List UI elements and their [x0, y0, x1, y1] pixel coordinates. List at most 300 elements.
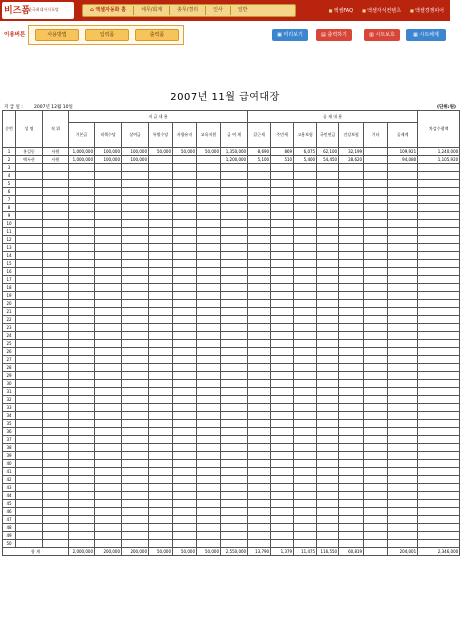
pay-cell[interactable]	[95, 420, 122, 428]
pay-total-cell[interactable]	[221, 316, 248, 324]
employee-rank-cell[interactable]	[43, 324, 69, 332]
deduct-cell[interactable]	[339, 492, 364, 500]
employee-rank-cell[interactable]	[43, 180, 69, 188]
pay-cell[interactable]	[197, 524, 221, 532]
deduct-cell[interactable]	[271, 236, 294, 244]
deduct-cell[interactable]	[364, 540, 388, 548]
deduct-cell[interactable]	[364, 308, 388, 316]
deduct-cell[interactable]	[339, 460, 364, 468]
employee-name-cell[interactable]	[16, 348, 43, 356]
deduct-cell[interactable]	[271, 476, 294, 484]
deduct-cell[interactable]	[294, 276, 317, 284]
deduct-cell[interactable]	[248, 348, 271, 356]
pay-cell[interactable]	[95, 508, 122, 516]
employee-rank-cell[interactable]	[43, 500, 69, 508]
deduct-total-cell[interactable]	[388, 460, 418, 468]
deduct-cell[interactable]	[294, 484, 317, 492]
pay-cell[interactable]	[197, 244, 221, 252]
pay-cell[interactable]	[197, 220, 221, 228]
employee-name-cell[interactable]	[16, 404, 43, 412]
deduct-cell[interactable]	[317, 444, 339, 452]
pay-cell[interactable]	[69, 188, 95, 196]
pay-cell[interactable]	[95, 316, 122, 324]
deduct-cell[interactable]	[271, 508, 294, 516]
deduct-cell[interactable]	[248, 356, 271, 364]
pay-cell[interactable]	[95, 492, 122, 500]
pay-cell[interactable]	[173, 236, 197, 244]
deduct-cell[interactable]: 6,075	[294, 148, 317, 156]
pay-cell[interactable]	[197, 388, 221, 396]
pay-cell[interactable]	[95, 380, 122, 388]
deduct-cell[interactable]: 8,690	[248, 148, 271, 156]
deduct-cell[interactable]	[339, 532, 364, 540]
deduct-cell[interactable]	[339, 220, 364, 228]
pay-cell[interactable]	[122, 508, 149, 516]
employee-rank-cell[interactable]	[43, 196, 69, 204]
pay-total-cell[interactable]	[221, 332, 248, 340]
pay-cell[interactable]	[122, 468, 149, 476]
deduct-cell[interactable]	[317, 292, 339, 300]
pay-total-cell[interactable]	[221, 300, 248, 308]
deduct-cell[interactable]	[364, 196, 388, 204]
deduct-cell[interactable]	[271, 172, 294, 180]
deduct-cell[interactable]	[339, 356, 364, 364]
deduct-cell[interactable]	[317, 316, 339, 324]
pay-total-cell[interactable]	[221, 220, 248, 228]
deduct-cell[interactable]	[248, 196, 271, 204]
pay-cell[interactable]	[95, 372, 122, 380]
employee-name-cell[interactable]	[16, 372, 43, 380]
pay-cell[interactable]	[122, 260, 149, 268]
deduct-cell[interactable]	[317, 380, 339, 388]
pay-cell[interactable]	[173, 372, 197, 380]
employee-name-cell[interactable]	[16, 284, 43, 292]
pay-total-cell[interactable]	[221, 228, 248, 236]
deduct-cell[interactable]	[248, 300, 271, 308]
pay-cell[interactable]	[69, 340, 95, 348]
net-pay-cell[interactable]	[418, 404, 460, 412]
pay-cell[interactable]: 50,000	[173, 148, 197, 156]
net-pay-cell[interactable]	[418, 308, 460, 316]
pay-cell[interactable]	[122, 372, 149, 380]
deduct-cell[interactable]	[248, 252, 271, 260]
pay-cell[interactable]	[95, 436, 122, 444]
employee-rank-cell[interactable]	[43, 420, 69, 428]
pay-cell[interactable]: 100,000	[95, 156, 122, 164]
logo[interactable]	[2, 2, 74, 19]
pay-cell[interactable]	[149, 452, 173, 460]
deduct-total-cell[interactable]	[388, 396, 418, 404]
pay-total-cell[interactable]	[221, 268, 248, 276]
deduct-cell[interactable]	[339, 372, 364, 380]
employee-rank-cell[interactable]: 사원	[43, 156, 69, 164]
employee-name-cell[interactable]	[16, 252, 43, 260]
deduct-cell[interactable]	[294, 380, 317, 388]
deduct-cell[interactable]	[294, 388, 317, 396]
net-pay-cell[interactable]	[418, 332, 460, 340]
deduct-cell[interactable]	[364, 364, 388, 372]
pay-cell[interactable]	[95, 396, 122, 404]
pay-cell[interactable]	[149, 540, 173, 548]
deduct-cell[interactable]	[271, 348, 294, 356]
deduct-cell[interactable]	[294, 228, 317, 236]
pay-cell[interactable]	[95, 332, 122, 340]
pay-cell[interactable]	[69, 316, 95, 324]
pay-total-cell[interactable]	[221, 284, 248, 292]
deduct-cell[interactable]	[248, 236, 271, 244]
pay-cell[interactable]	[69, 388, 95, 396]
pay-cell[interactable]	[149, 188, 173, 196]
employee-name-cell[interactable]	[16, 332, 43, 340]
deduct-cell[interactable]	[364, 524, 388, 532]
deduct-cell[interactable]	[317, 412, 339, 420]
deduct-cell[interactable]	[317, 500, 339, 508]
pay-cell[interactable]	[95, 404, 122, 412]
pay-cell[interactable]	[197, 236, 221, 244]
pay-cell[interactable]	[122, 292, 149, 300]
employee-name-cell[interactable]	[16, 388, 43, 396]
employee-name-cell[interactable]	[16, 444, 43, 452]
preview-button[interactable]: ▣ 미리보기	[272, 29, 308, 41]
pay-cell[interactable]	[122, 164, 149, 172]
deduct-cell[interactable]	[248, 268, 271, 276]
employee-rank-cell[interactable]	[43, 260, 69, 268]
pay-cell[interactable]	[95, 212, 122, 220]
pay-total-cell[interactable]	[221, 396, 248, 404]
deduct-cell[interactable]	[317, 332, 339, 340]
deduct-total-cell[interactable]	[388, 468, 418, 476]
pay-cell[interactable]	[95, 188, 122, 196]
deduct-cell[interactable]	[339, 284, 364, 292]
pay-cell[interactable]	[197, 364, 221, 372]
deduct-cell[interactable]	[248, 492, 271, 500]
deduct-total-cell[interactable]	[388, 404, 418, 412]
deduct-cell[interactable]	[317, 276, 339, 284]
net-pay-cell[interactable]	[418, 372, 460, 380]
pay-cell[interactable]	[69, 444, 95, 452]
employee-name-cell[interactable]	[16, 524, 43, 532]
net-pay-cell[interactable]	[418, 204, 460, 212]
pay-cell[interactable]	[149, 260, 173, 268]
pay-cell[interactable]	[95, 252, 122, 260]
pay-cell[interactable]	[95, 172, 122, 180]
employee-rank-cell[interactable]	[43, 524, 69, 532]
deduct-cell[interactable]	[294, 452, 317, 460]
deduct-cell[interactable]	[317, 492, 339, 500]
pay-cell[interactable]: 100,000	[95, 148, 122, 156]
employee-rank-cell[interactable]	[43, 436, 69, 444]
pay-cell[interactable]	[122, 356, 149, 364]
pay-cell[interactable]	[197, 428, 221, 436]
employee-name-cell[interactable]	[16, 516, 43, 524]
deduct-cell[interactable]	[248, 388, 271, 396]
pay-cell[interactable]	[122, 484, 149, 492]
deduct-cell[interactable]	[294, 204, 317, 212]
pay-cell[interactable]	[95, 204, 122, 212]
deduct-cell[interactable]	[364, 292, 388, 300]
pay-cell[interactable]	[149, 172, 173, 180]
deduct-cell[interactable]	[248, 244, 271, 252]
pay-cell[interactable]	[197, 276, 221, 284]
deduct-cell[interactable]	[364, 460, 388, 468]
pay-cell[interactable]	[149, 276, 173, 284]
pay-cell[interactable]	[122, 308, 149, 316]
pay-cell[interactable]	[122, 332, 149, 340]
deduct-total-cell[interactable]: 94,080	[388, 156, 418, 164]
net-pay-cell[interactable]	[418, 436, 460, 444]
employee-name-cell[interactable]	[16, 172, 43, 180]
net-pay-cell[interactable]	[418, 428, 460, 436]
deduct-cell[interactable]: 62,100	[317, 148, 339, 156]
deduct-cell[interactable]	[271, 372, 294, 380]
employee-rank-cell[interactable]	[43, 220, 69, 228]
pay-cell[interactable]	[95, 476, 122, 484]
pay-cell[interactable]	[149, 308, 173, 316]
pay-cell[interactable]	[197, 484, 221, 492]
pay-cell[interactable]	[197, 356, 221, 364]
pay-cell[interactable]	[149, 244, 173, 252]
pay-cell[interactable]	[69, 228, 95, 236]
deduct-cell[interactable]	[294, 372, 317, 380]
deduct-cell[interactable]	[364, 396, 388, 404]
net-pay-cell[interactable]	[418, 268, 460, 276]
deduct-cell[interactable]	[248, 372, 271, 380]
net-pay-cell[interactable]	[418, 532, 460, 540]
pay-cell[interactable]	[197, 156, 221, 164]
employee-rank-cell[interactable]	[43, 508, 69, 516]
pay-total-cell[interactable]	[221, 364, 248, 372]
pay-cell[interactable]	[69, 460, 95, 468]
net-pay-cell[interactable]	[418, 172, 460, 180]
net-pay-cell[interactable]	[418, 476, 460, 484]
pay-cell[interactable]	[95, 244, 122, 252]
pay-cell[interactable]	[69, 276, 95, 284]
deduct-cell[interactable]	[339, 396, 364, 404]
deduct-cell[interactable]	[339, 236, 364, 244]
deduct-total-cell[interactable]	[388, 412, 418, 420]
employee-name-cell[interactable]	[16, 196, 43, 204]
pay-cell[interactable]	[122, 396, 149, 404]
deduct-cell[interactable]	[271, 276, 294, 284]
net-pay-cell[interactable]	[418, 316, 460, 324]
pay-cell[interactable]	[173, 468, 197, 476]
pay-cell[interactable]	[173, 484, 197, 492]
pay-cell[interactable]	[122, 204, 149, 212]
deduct-cell[interactable]	[317, 180, 339, 188]
pay-cell[interactable]	[122, 388, 149, 396]
pay-cell[interactable]	[69, 500, 95, 508]
net-pay-cell[interactable]	[418, 356, 460, 364]
pay-cell[interactable]	[95, 540, 122, 548]
pay-cell[interactable]	[95, 196, 122, 204]
deduct-total-cell[interactable]	[388, 508, 418, 516]
deduct-cell[interactable]	[271, 412, 294, 420]
deduct-cell[interactable]	[271, 484, 294, 492]
deduct-cell[interactable]	[339, 268, 364, 276]
net-pay-cell[interactable]	[418, 420, 460, 428]
pay-total-cell[interactable]	[221, 292, 248, 300]
pay-cell[interactable]	[122, 340, 149, 348]
pay-total-cell[interactable]	[221, 356, 248, 364]
pay-cell[interactable]	[69, 364, 95, 372]
deduct-cell[interactable]	[248, 484, 271, 492]
pay-total-cell[interactable]	[221, 348, 248, 356]
deduct-cell[interactable]: 54,450	[317, 156, 339, 164]
pay-cell[interactable]	[173, 228, 197, 236]
pay-cell[interactable]	[197, 212, 221, 220]
employee-rank-cell[interactable]	[43, 284, 69, 292]
employee-rank-cell[interactable]	[43, 164, 69, 172]
deduct-total-cell[interactable]	[388, 164, 418, 172]
pay-cell[interactable]	[122, 532, 149, 540]
employee-rank-cell[interactable]	[43, 484, 69, 492]
pay-cell[interactable]	[173, 532, 197, 540]
deduct-cell[interactable]	[364, 180, 388, 188]
deduct-cell[interactable]	[271, 500, 294, 508]
employee-rank-cell[interactable]	[43, 300, 69, 308]
pay-total-cell[interactable]	[221, 524, 248, 532]
menu-admin[interactable]: 총무/경리	[170, 6, 206, 15]
deduct-cell[interactable]	[271, 356, 294, 364]
deduct-cell[interactable]	[317, 540, 339, 548]
employee-name-cell[interactable]	[16, 460, 43, 468]
net-pay-cell[interactable]	[418, 492, 460, 500]
pay-cell[interactable]	[122, 380, 149, 388]
deduct-cell[interactable]	[317, 172, 339, 180]
pay-cell[interactable]	[197, 380, 221, 388]
deduct-total-cell[interactable]	[388, 196, 418, 204]
pay-cell[interactable]	[197, 292, 221, 300]
employee-rank-cell[interactable]	[43, 516, 69, 524]
deduct-total-cell[interactable]	[388, 356, 418, 364]
deduct-cell[interactable]	[248, 380, 271, 388]
pay-total-cell[interactable]	[221, 196, 248, 204]
net-pay-cell[interactable]	[418, 188, 460, 196]
pay-cell[interactable]	[173, 476, 197, 484]
pay-cell[interactable]	[173, 396, 197, 404]
pay-cell[interactable]	[173, 412, 197, 420]
pay-total-cell[interactable]	[221, 276, 248, 284]
deduct-cell[interactable]	[271, 260, 294, 268]
pay-cell[interactable]	[149, 236, 173, 244]
employee-rank-cell[interactable]	[43, 244, 69, 252]
deduct-total-cell[interactable]	[388, 500, 418, 508]
deduct-cell[interactable]	[317, 340, 339, 348]
pay-cell[interactable]	[95, 308, 122, 316]
deduct-cell[interactable]	[339, 540, 364, 548]
employee-name-cell[interactable]	[16, 364, 43, 372]
deduct-cell[interactable]	[339, 476, 364, 484]
pay-cell[interactable]	[69, 508, 95, 516]
deduct-cell[interactable]	[248, 436, 271, 444]
employee-name-cell[interactable]	[16, 436, 43, 444]
deduct-cell[interactable]	[248, 228, 271, 236]
deduct-cell[interactable]	[317, 436, 339, 444]
menu-hr[interactable]: 인사	[206, 6, 231, 15]
deduct-cell[interactable]	[339, 420, 364, 428]
deduct-cell[interactable]	[248, 412, 271, 420]
pay-cell[interactable]	[69, 484, 95, 492]
net-pay-cell[interactable]	[418, 500, 460, 508]
pay-cell[interactable]	[173, 212, 197, 220]
deduct-cell[interactable]	[271, 324, 294, 332]
deduct-cell[interactable]	[317, 284, 339, 292]
deduct-cell[interactable]	[294, 180, 317, 188]
deduct-cell[interactable]	[294, 324, 317, 332]
pay-total-cell[interactable]	[221, 172, 248, 180]
deduct-cell[interactable]	[294, 356, 317, 364]
deduct-cell[interactable]	[339, 436, 364, 444]
employee-name-cell[interactable]: 백두산	[16, 156, 43, 164]
employee-name-cell[interactable]	[16, 292, 43, 300]
deduct-cell[interactable]	[339, 468, 364, 476]
link-contents[interactable]: ■ 엑셀자식컨텐츠	[362, 7, 401, 14]
deduct-cell[interactable]	[248, 508, 271, 516]
pay-cell[interactable]	[197, 180, 221, 188]
pay-cell[interactable]	[122, 284, 149, 292]
pay-cell[interactable]	[149, 380, 173, 388]
pay-cell[interactable]	[173, 308, 197, 316]
deduct-cell[interactable]	[364, 436, 388, 444]
pay-cell[interactable]	[95, 164, 122, 172]
deduct-cell[interactable]	[294, 188, 317, 196]
pay-cell[interactable]	[69, 300, 95, 308]
deduct-cell[interactable]	[317, 308, 339, 316]
pay-cell[interactable]	[122, 428, 149, 436]
employee-name-cell[interactable]	[16, 340, 43, 348]
pay-total-cell[interactable]	[221, 236, 248, 244]
pay-cell[interactable]	[197, 532, 221, 540]
deduct-cell[interactable]	[317, 252, 339, 260]
pay-total-cell[interactable]	[221, 428, 248, 436]
pay-cell[interactable]	[95, 484, 122, 492]
deduct-total-cell[interactable]	[388, 540, 418, 548]
unprotect-sheet-button[interactable]: ▦ 시트해제	[406, 29, 446, 41]
deduct-cell[interactable]	[271, 428, 294, 436]
pay-total-cell[interactable]	[221, 244, 248, 252]
pay-cell[interactable]	[173, 500, 197, 508]
employee-name-cell[interactable]	[16, 412, 43, 420]
deduct-cell[interactable]	[364, 268, 388, 276]
pay-cell[interactable]	[173, 324, 197, 332]
pay-cell[interactable]	[173, 220, 197, 228]
deduct-cell[interactable]	[271, 340, 294, 348]
pay-cell[interactable]	[69, 436, 95, 444]
employee-name-cell[interactable]	[16, 212, 43, 220]
pay-cell[interactable]	[122, 500, 149, 508]
pay-cell[interactable]	[197, 468, 221, 476]
pay-total-cell[interactable]	[221, 500, 248, 508]
pay-total-cell[interactable]	[221, 492, 248, 500]
deduct-total-cell[interactable]	[388, 276, 418, 284]
output-form-button[interactable]: 출력폼	[135, 29, 179, 41]
pay-total-cell[interactable]	[221, 372, 248, 380]
deduct-cell[interactable]	[339, 316, 364, 324]
pay-cell[interactable]	[173, 420, 197, 428]
deduct-cell[interactable]	[294, 516, 317, 524]
pay-cell[interactable]	[69, 404, 95, 412]
pay-cell[interactable]	[197, 444, 221, 452]
deduct-cell[interactable]	[364, 428, 388, 436]
deduct-cell[interactable]	[271, 452, 294, 460]
pay-cell[interactable]	[197, 492, 221, 500]
deduct-cell[interactable]	[248, 444, 271, 452]
pay-cell[interactable]	[122, 540, 149, 548]
pay-cell[interactable]	[149, 404, 173, 412]
deduct-cell[interactable]	[248, 308, 271, 316]
deduct-cell[interactable]	[248, 332, 271, 340]
deduct-cell[interactable]	[271, 364, 294, 372]
